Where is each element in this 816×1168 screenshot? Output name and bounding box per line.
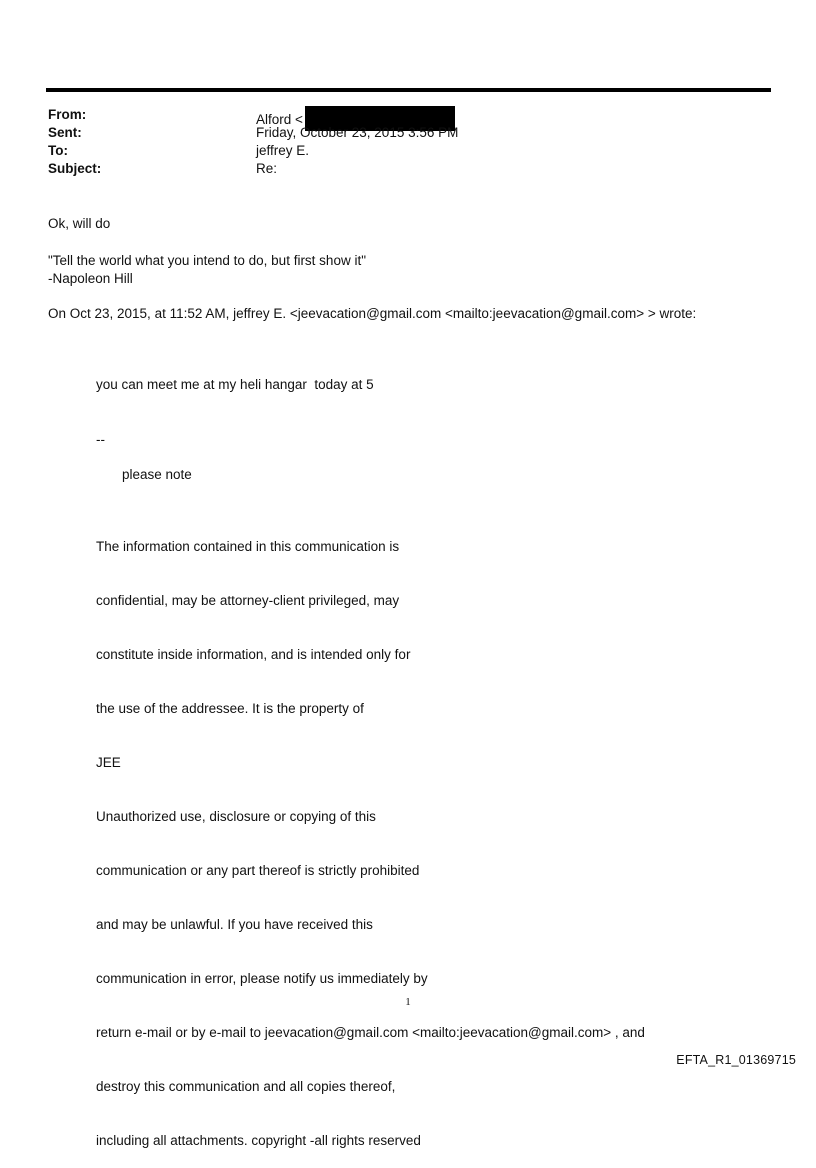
- from-name: Alford <: [256, 112, 303, 127]
- to-row: [48, 142, 768, 160]
- disclaimer-line: communication in error, please notify us immediately by: [96, 971, 428, 986]
- disclaimer-line: confidential, may be attorney-client privileged, may: [96, 593, 400, 608]
- header-rule: [46, 88, 771, 92]
- disclaimer-line: return e-mail or by e-mail to jeevacation@gmail.com <mailto:jeevacation@gmail.com> , and: [96, 1025, 645, 1040]
- disclaimer-line: communication or any part thereof is strictly prohibited: [96, 863, 420, 878]
- disclaimer-line: The information contained in this communication is: [96, 539, 400, 554]
- from-label: From:: [48, 107, 87, 122]
- subject-value: Re:: [256, 161, 278, 176]
- sent-label: Sent:: [48, 125, 82, 140]
- sent-value: Friday, October 23, 2015 3:56 PM: [256, 125, 459, 140]
- disclaimer-line: destroy this communication and all copies thereof,: [96, 1079, 396, 1094]
- disclaimer-line: JEE: [96, 755, 121, 770]
- wrote-line: On Oct 23, 2015, at 11:52 AM, jeffrey E. <jeevacation@gmail.com <mailto:jeevacation@gmail.com> > wrote:: [48, 306, 697, 321]
- reply-text: Ok, will do: [48, 216, 111, 231]
- disclaimer-line: including all attachments. copyright -all rights reserved: [96, 1133, 421, 1148]
- quoted-message: you can meet me at my heli hangar today at 5: [96, 377, 374, 392]
- subject-label: Subject:: [48, 161, 102, 176]
- disclaimer-line: constitute inside information, and is intended only for: [96, 647, 411, 662]
- quote-text: "Tell the world what you intend to do, but first show it": [48, 253, 366, 268]
- disclaimer: [96, 502, 645, 1168]
- to-label: To:: [48, 143, 68, 158]
- from-row: [48, 106, 768, 127]
- disclaimer-line: and may be unlawful. If you have received this: [96, 917, 373, 932]
- please-note: please note: [122, 467, 192, 482]
- quote-author: -Napoleon Hill: [48, 271, 133, 286]
- to-value: jeffrey E.: [256, 143, 310, 158]
- signature-separator: --: [96, 432, 105, 447]
- sent-row: [48, 124, 768, 142]
- bates-number: EFTA_R1_01369715: [676, 1053, 796, 1067]
- email-header: [48, 106, 768, 178]
- disclaimer-line: the use of the addressee. It is the property of: [96, 701, 364, 716]
- subject-row: [48, 160, 768, 178]
- disclaimer-line: Unauthorized use, disclosure or copying of this: [96, 809, 376, 824]
- page-number: 1: [405, 996, 411, 1008]
